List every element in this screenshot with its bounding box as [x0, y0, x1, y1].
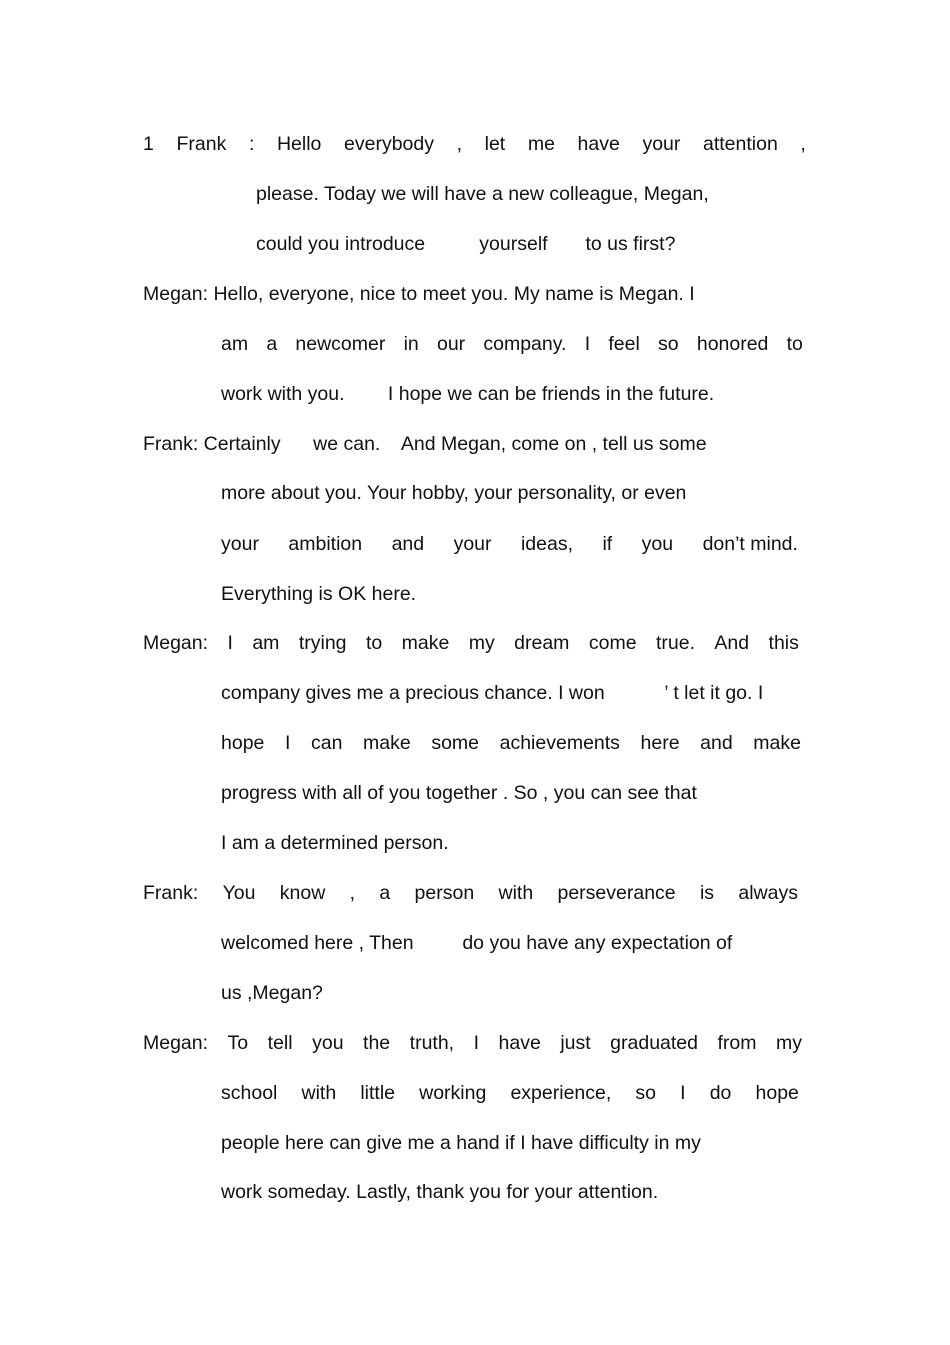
dialogue-line: Frank: You know , a person with perseverance is always	[143, 882, 798, 904]
dialogue-line: school with little working experience, so I do hope	[221, 1082, 799, 1104]
dialogue-line: am a newcomer in our company. I feel so honored to	[221, 333, 803, 355]
dialogue-line: Megan: I am trying to make my dream come true. And this	[143, 632, 799, 654]
dialogue-line: welcomed here , Then do you have any expectation of	[221, 932, 733, 954]
dialogue-line: hope I can make some achievements here and make	[221, 732, 801, 754]
dialogue-line: Megan: To tell you the truth, I have just graduated from my	[143, 1032, 802, 1054]
dialogue-line: work someday. Lastly, thank you for your attention.	[221, 1181, 659, 1203]
dialogue-line: please. Today we will have a new colleague, Megan,	[256, 183, 709, 205]
dialogue-line: Frank: Certainly we can. And Megan, come on , tell us some	[143, 433, 707, 455]
dialogue-line: 1 Frank : Hello everybody , let me have your attention ,	[143, 133, 806, 155]
dialogue-line: Megan: Hello, everyone, nice to meet you. My name is Megan. I	[143, 283, 695, 305]
dialogue-line: work with you. I hope we can be friends in the future.	[221, 383, 715, 405]
dialogue-line: your ambition and your ideas, if you don’t mind.	[221, 533, 798, 555]
dialogue-line: company gives me a precious chance. I won ’ t let it go. I	[221, 682, 764, 704]
dialogue-line: people here can give me a hand if I have difficulty in my	[221, 1132, 701, 1154]
dialogue-line: I am a determined person.	[221, 832, 449, 854]
dialogue-line: us ,Megan?	[221, 982, 323, 1004]
dialogue-line: more about you. Your hobby, your personality, or even	[221, 482, 687, 504]
dialogue-line: progress with all of you together . So , you can see that	[221, 782, 697, 804]
dialogue-line: Everything is OK here.	[221, 583, 417, 605]
dialogue-line: could you introduce yourself to us first?	[256, 233, 676, 255]
